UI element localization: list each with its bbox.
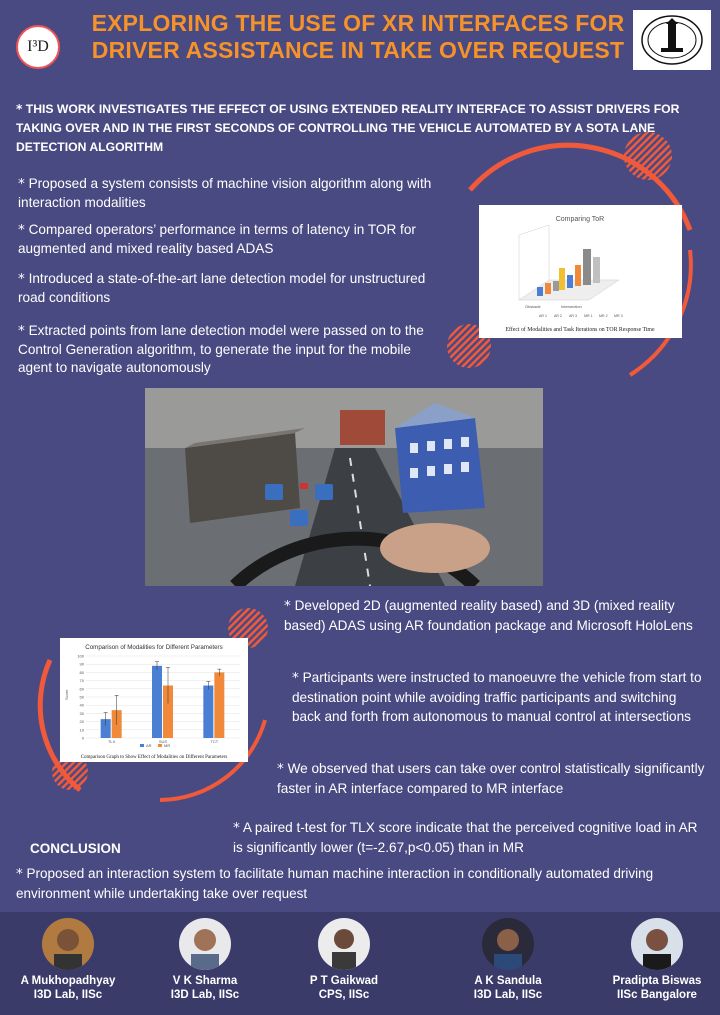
team-member <box>274 912 414 1002</box>
left-bullet <box>18 221 448 258</box>
right-bullet-text: A paired t-test for TLX score indicate that the perceived cognitive load in AR is significantly lower (t=-2.67,p<0.05) than in MR <box>233 820 698 855</box>
avatar <box>42 918 94 970</box>
team-band <box>0 912 720 1015</box>
left-bullet-text: Introduced a state-of-the-art lane detection model for unstructured road conditions <box>18 271 426 305</box>
member-affiliation: I3D Lab, IISc <box>170 989 240 1001</box>
fig1-title: Comparing ToR <box>555 216 605 223</box>
conclusion-body: Proposed an interaction system to facilitate human machine interaction in conditionally automated driving environment while undertaking take over request <box>16 866 654 901</box>
chart-ylabel: Score <box>64 689 69 700</box>
left-bullet <box>18 322 448 378</box>
avatar <box>482 918 534 970</box>
y-tick-label: 60 <box>79 686 84 692</box>
fig1-legend-item: AR 1 <box>539 314 547 318</box>
y-tick-label: 0 <box>81 735 84 741</box>
fig1-xcat: Intersection <box>561 304 582 309</box>
avatar <box>179 918 231 970</box>
title-line-2: DRIVER ASSISTANCE IN TAKE OVER REQUEST <box>91 37 625 63</box>
team-member <box>587 912 720 1002</box>
member-name: A Mukhopadhyay <box>20 975 116 987</box>
legend-label: AR <box>146 743 152 748</box>
conclusion-heading: CONCLUSION <box>30 841 121 856</box>
tor-comparison-figure <box>479 205 682 338</box>
right-bullet-text: Participants were instructed to manoeuvre the vehicle from start to destination point while avoiding traffic participants and switching back and forth from autonomous to manual control at intersections <box>292 670 702 724</box>
y-tick-label: 50 <box>79 694 84 700</box>
x-tick-label: SUS <box>158 739 168 744</box>
tor-chart-graphic <box>479 205 682 338</box>
member-affiliation: IISc Bangalore <box>617 989 697 1001</box>
team-member <box>438 912 578 1002</box>
ar-scene-graphic <box>145 388 543 586</box>
bar-ar-tct <box>203 686 213 738</box>
fig2-caption: Comparison Graph to Show Effect of Modalities on Different Parameters <box>80 755 228 760</box>
y-tick-label: 40 <box>79 702 84 708</box>
avatar <box>631 918 683 970</box>
chart-title: Comparison of Modalities for Different Parameters <box>85 644 223 651</box>
ar-driving-photo <box>145 388 543 586</box>
y-tick-label: 80 <box>79 669 84 675</box>
y-tick-label: 30 <box>79 710 84 716</box>
bullet-mark: * <box>16 102 23 116</box>
bullet-mark: * <box>18 222 25 238</box>
member-affiliation: CPS, IISc <box>318 989 370 1001</box>
right-bullet <box>284 596 704 635</box>
member-name: P T Gaikwad <box>309 975 379 987</box>
intro-statement <box>16 100 706 157</box>
legend-swatch <box>158 744 162 747</box>
team-member <box>0 912 138 1002</box>
left-bullet <box>18 270 448 307</box>
bullet-mark: * <box>233 820 240 836</box>
bullet-mark: * <box>292 670 299 686</box>
bullet-mark: * <box>284 598 291 614</box>
modalities-comparison-figure <box>60 638 248 762</box>
bullet-mark: * <box>18 176 25 192</box>
iisc-logo <box>633 10 711 70</box>
x-tick-label: TCT <box>210 739 219 744</box>
member-name: V K Sharma <box>172 975 238 987</box>
fig1-legend-item: MR 1 <box>584 314 593 318</box>
poster-title <box>78 10 638 64</box>
bullet-mark: * <box>16 866 23 882</box>
intro-text: THIS WORK INVESTIGATES THE EFFECT OF USING EXTENDED REALITY INTERFACE TO ASSIST DRIVERS FOR TAKING OVER AND IN THE FIRST SECONDS OF CONTROLLING THE VEHICLE AUTOMATED BY A SOTA LANE DETECTION ALGORITHM <box>16 102 680 154</box>
fig1-caption: Effect of Modalities and Task Iterations on TOR Response Time <box>505 327 655 333</box>
right-bullet <box>292 668 704 726</box>
member-affiliation: I3D Lab, IISc <box>473 989 543 1001</box>
bar-ar-sus <box>152 666 162 738</box>
avatar <box>318 918 370 970</box>
right-bullet <box>233 818 708 857</box>
fig1-legend-item: AR 2 <box>554 314 562 318</box>
left-bullet-text: Proposed a system consists of machine vision algorithm along with interaction modalities <box>18 176 432 210</box>
title-line-1: EXPLORING THE USE OF XR INTERFACES FOR <box>91 10 625 36</box>
member-name: A K Sandula <box>474 975 542 987</box>
y-tick-label: 10 <box>79 727 84 733</box>
fig1-legend-item: MR 3 <box>614 314 623 318</box>
right-bullet-text: Developed 2D (augmented reality based) and 3D (mixed reality based) ADAS using AR foundation package and Microsoft HoloLens <box>284 598 693 633</box>
fig1-legend-item: MR 2 <box>599 314 608 318</box>
left-bullet-text: Extracted points from lane detection model were passed on to the Control Generation algorithm, to generate the input for the mobile agent to navigate autonomously <box>18 323 424 375</box>
bullet-mark: * <box>18 323 25 339</box>
bullet-mark: * <box>18 271 25 287</box>
right-bullet <box>277 759 707 798</box>
member-name: Pradipta Biswas <box>612 975 702 987</box>
tor-3d-plot <box>519 225 619 300</box>
bar-mr-tct <box>214 672 224 738</box>
left-bullet <box>18 175 448 212</box>
conclusion-text <box>16 864 706 903</box>
member-affiliation: I3D Lab, IISc <box>33 989 103 1001</box>
y-tick-label: 70 <box>79 678 84 684</box>
legend-swatch <box>140 744 144 747</box>
i3d-lab-logo <box>16 25 60 69</box>
y-tick-label: 20 <box>79 719 84 725</box>
legend-label: MR <box>164 743 171 748</box>
y-tick-label: 100 <box>77 653 84 659</box>
fig1-legend-item: AR 3 <box>569 314 577 318</box>
team-member <box>135 912 275 1002</box>
right-bullet-text: We observed that users can take over control statistically significantly faster in AR interface compared to MR interface <box>277 761 705 796</box>
y-tick-label: 90 <box>79 661 84 667</box>
modalities-bar-chart <box>60 638 248 762</box>
logo-text: I³D <box>27 38 49 55</box>
x-tick-label: TLX <box>107 739 116 744</box>
bullet-mark: * <box>277 761 284 777</box>
iisc-seal-icon <box>633 10 711 70</box>
fig1-xcat: Obstacle <box>525 304 541 309</box>
left-bullet-text: Compared operators’ performance in terms of latency in TOR for augmented and mixed reality based ADAS <box>18 222 416 256</box>
